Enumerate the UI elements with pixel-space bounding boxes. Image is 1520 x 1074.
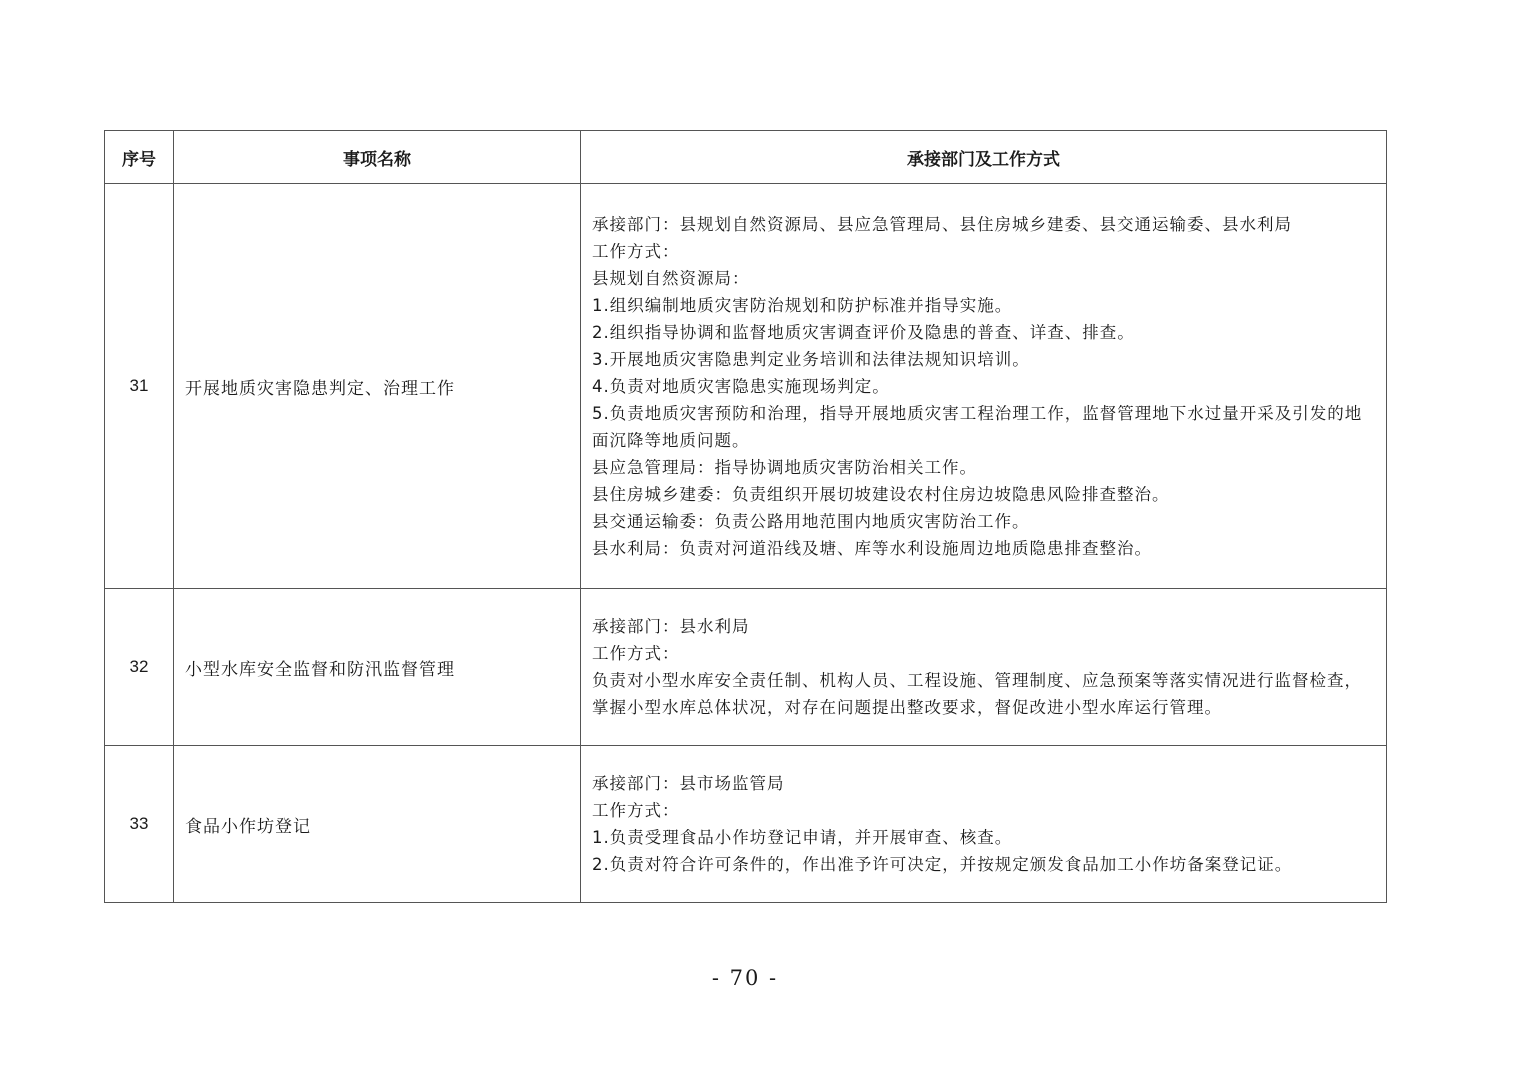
method-line: 负责对小型水库安全责任制、机构人员、工程设施、管理制度、应急预案等落实情况进行监督检查，掌握小型水库总体状况，对存在问题提出整改要求，督促改进小型水库运行管理。 xyxy=(592,671,1362,717)
method-line: 县应急管理局：指导协调地质灾害防治相关工作。 xyxy=(592,457,977,477)
method-line: 1.组织编制地质灾害防治规划和防护标准并指导实施。 xyxy=(592,295,1013,315)
method-line: 5.负责地质灾害预防和治理，指导开展地质灾害工程治理工作，监督管理地下水过量开采及引发的地面沉降等地质问题。 xyxy=(592,403,1363,450)
page-number: - 70 - xyxy=(711,966,779,990)
table-row xyxy=(105,184,1387,589)
method-line: 承接部门：县市场监管局 xyxy=(592,774,785,793)
table-row xyxy=(105,589,1387,746)
method-line: 承接部门：县规划自然资源局、县应急管理局、县住房城乡建委、县交通运输委、县水利局 xyxy=(592,214,1292,234)
method-line: 承接部门：县水利局 xyxy=(592,617,750,636)
row-item-name: 食品小作坊登记 xyxy=(174,746,581,903)
method-line: 1.负责受理食品小作坊登记申请，并开展审查、核查。 xyxy=(592,828,1013,847)
table-header-row xyxy=(105,131,1387,184)
row-item-name: 开展地质灾害隐患判定、治理工作 xyxy=(174,184,581,589)
method-line: 2.组织指导协调和监督地质灾害调查评价及隐患的普查、详查、排查。 xyxy=(592,322,1135,342)
table-row xyxy=(105,746,1387,903)
method-line: 工作方式： xyxy=(592,241,680,261)
header-seq: 序号 xyxy=(105,131,174,184)
method-line: 县住房城乡建委：负责组织开展切坡建设农村住房边坡隐患风险排查整治。 xyxy=(592,484,1170,504)
method-line: 2.负责对符合许可条件的，作出准予许可决定，并按规定颁发食品加工小作坊备案登记证。 xyxy=(592,855,1293,874)
row-item-name: 小型水库安全监督和防汛监督管理 xyxy=(174,589,581,746)
method-line: 县水利局：负责对河道沿线及塘、库等水利设施周边地质隐患排查整治。 xyxy=(592,538,1152,558)
row-department-method xyxy=(581,589,1387,746)
row-seq: 33 xyxy=(105,746,174,903)
method-line: 县交通运输委：负责公路用地范围内地质灾害防治工作。 xyxy=(592,511,1030,531)
method-line: 3.开展地质灾害隐患判定业务培训和法律法规知识培训。 xyxy=(592,349,1030,369)
method-line: 4.负责对地质灾害隐患实施现场判定。 xyxy=(592,376,890,396)
row-seq: 32 xyxy=(105,589,174,746)
row-seq: 31 xyxy=(105,184,174,589)
row-department-method xyxy=(581,184,1387,589)
document-table xyxy=(104,130,1387,903)
method-line: 工作方式： xyxy=(592,801,680,820)
header-item-name: 事项名称 xyxy=(174,131,581,184)
row-department-method xyxy=(581,746,1387,903)
header-department-method: 承接部门及工作方式 xyxy=(581,131,1387,184)
method-line: 县规划自然资源局： xyxy=(592,268,750,288)
method-line: 工作方式： xyxy=(592,644,680,663)
